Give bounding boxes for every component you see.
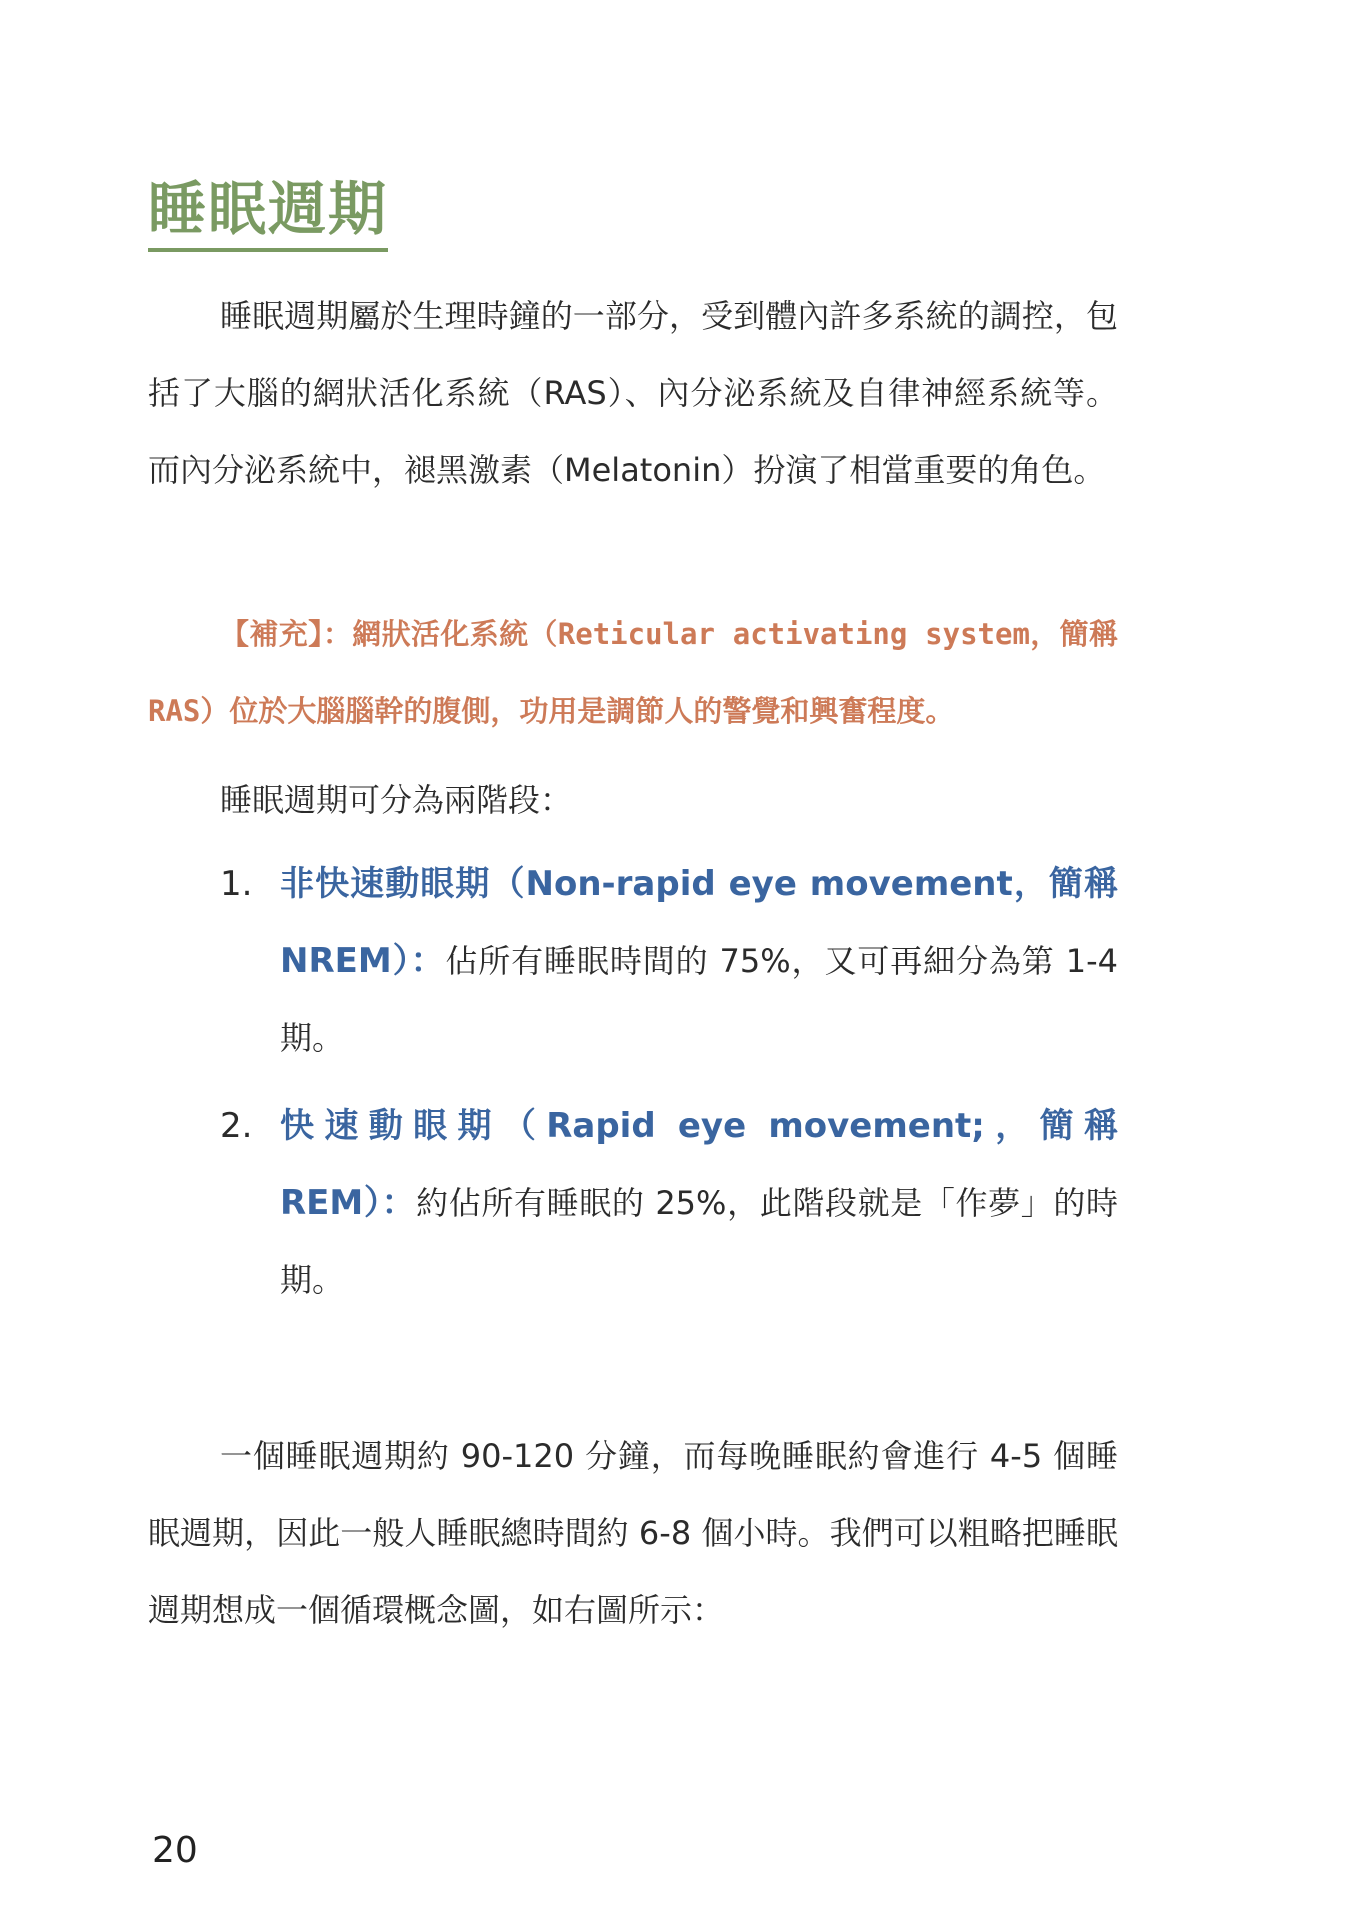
stage-term: 快速動眼期（Rapid eye movement;，簡稱 REM）： — [280, 1106, 1118, 1223]
list-body — [280, 1088, 1118, 1319]
page-number: 20 — [152, 1830, 198, 1871]
section-title: 睡眠週期 — [148, 178, 388, 252]
list-item-rem — [220, 1088, 1118, 1319]
list-item-nrem — [220, 846, 1118, 1077]
stage-description: 約佔所有睡眠的 25%，此階段就是「作夢」的時期。 — [280, 1184, 1118, 1299]
stage-term: 非快速動眼期（Non-rapid eye movement，簡稱 NREM）： — [280, 864, 1118, 981]
intro-paragraph: 睡眠週期屬於生理時鐘的一部分，受到體內許多系統的調控，包括了大腦的網狀活化系統（RAS）、內分泌系統及自律神經系統等。而內分泌系統中，褪黑激素（Melatonin）扮演了相當重要的角色。 — [148, 297, 1118, 489]
list-number: 1. — [220, 864, 253, 904]
list-body — [280, 846, 1118, 1077]
cycle-paragraph: 一個睡眠週期約 90-120 分鐘，而每晚睡眠約會進行 4-5 個睡眠週期，因此一般人睡眠總時間約 6-8 個小時。我們可以粗略把睡眠週期想成一個循環概念圖，如右圖所示： — [148, 1437, 1118, 1629]
stages-intro: 睡眠週期可分為兩階段： — [220, 781, 573, 819]
stage-description: 佔所有睡眠時間的 75%，又可再細分為第 1-4 期。 — [280, 942, 1118, 1057]
supplement-note: 【補充】：網狀活化系統（Reticular activating system，簡稱 RAS）位於大腦腦幹的腹側，功用是調節人的警覺和興奮程度。 — [148, 617, 1118, 728]
list-number: 2. — [220, 1106, 253, 1146]
